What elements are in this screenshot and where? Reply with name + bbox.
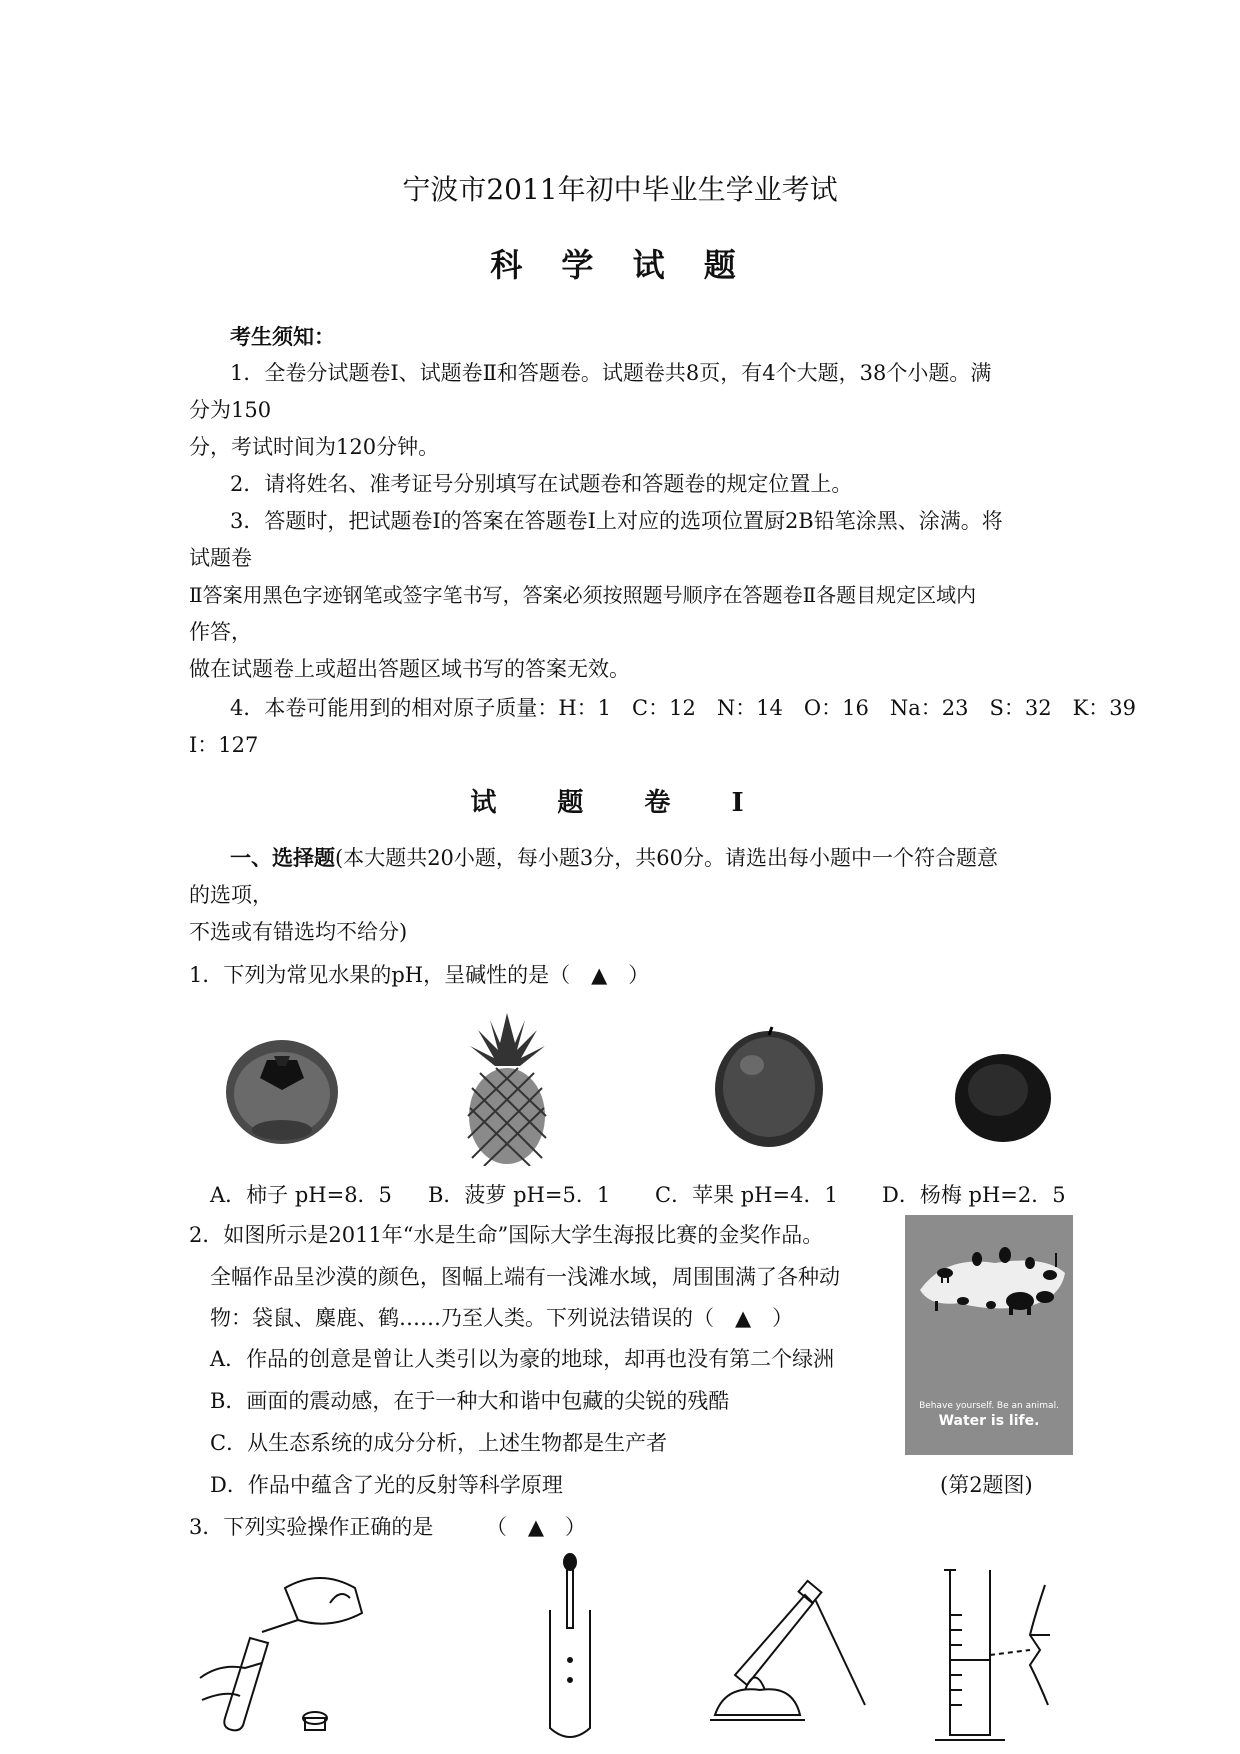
notice-line: 试题卷 [189, 546, 252, 570]
dropper-in-tube-figure [540, 1550, 600, 1745]
notice-line: 作答， [189, 620, 252, 644]
notice-line: I：127 [189, 733, 259, 757]
section-heading-bold: 一、选择题 [230, 845, 335, 870]
reading-cylinder-figure [930, 1555, 1080, 1750]
section-heading-cont: 的选项， [189, 883, 273, 907]
notice-line: 分，考试时间为120分钟。 [189, 435, 440, 459]
q1-option-d: D．杨梅 pH=2．5 [882, 1183, 1066, 1207]
q2-line: 物：袋鼠、麋鹿、鹤……乃至人类。下列说法错误的（ ▲ ） [210, 1306, 794, 1330]
q2-option-a: A．作品的创意是曾让人类引以为豪的地球，却再也没有第二个绿洲 [210, 1347, 835, 1371]
notice-line: 4．本卷可能用到的相对原子质量：H：1 C：12 N：14 O：16 Na：23 S：32 K：39 [230, 696, 1136, 720]
q3-stem: 3．下列实验操作正确的是 （ ▲ ） [189, 1515, 587, 1539]
q1-option-c: C．苹果 pH=4．1 [655, 1183, 838, 1207]
apple-image [712, 1025, 827, 1150]
water-poster-image [905, 1215, 1073, 1455]
q2-option-d: D．作品中蕴含了光的反射等科学原理 [210, 1473, 563, 1497]
q2-figure-caption: (第2题图) [940, 1473, 1033, 1497]
notice-line: 3．答题时，把试题卷Ⅰ的答案在答题卷Ⅰ上对应的选项位置厨2B铅笔涂黑、涂满。将 [230, 509, 1003, 533]
q2-option-c: C．从生态系统的成分分析，上述生物都是生产者 [210, 1431, 668, 1455]
q2-stem: 2．如图所示是2011年“水是生命”国际大学生海报比赛的金奖作品。 [189, 1223, 824, 1247]
poster-small-text: Behave yourself. Be an animal. [919, 1401, 1059, 1411]
pineapple-image [460, 1008, 555, 1166]
subject-title: 科 学 试 题 [490, 246, 750, 284]
notice-line: 做在试题卷上或超出答题区域书写的答案无效。 [189, 657, 630, 681]
poster-text: Water is life. [938, 1413, 1040, 1429]
section-title: 试 题 卷 Ⅰ [470, 788, 770, 818]
exam-title: 宁波市2011年初中毕业生学业考试 [402, 173, 838, 206]
persimmon-image [222, 1030, 342, 1150]
section-heading-cont: 不选或有错选均不给分) [189, 920, 408, 944]
q1-option-b: B．菠萝 pH=5．1 [428, 1183, 611, 1207]
notice-line: 1．全卷分试题卷Ⅰ、试题卷Ⅱ和答题卷。试题卷共8页，有4个大题，38个小题。满 [230, 361, 992, 385]
heating-tube-figure [705, 1555, 885, 1745]
notice-line: Ⅱ答案用黑色字迹钢笔或签字笔书写，答案必须按照题号顺序在答题卷Ⅱ各题目规定区域内 [189, 583, 977, 607]
notice-line: 分为150 [189, 398, 272, 422]
q1-stem: 1．下列为常见水果的pH，呈碱性的是（ ▲ ） [189, 963, 650, 987]
section-heading [230, 843, 998, 873]
notice-line: 2．请将姓名、准考证号分别填写在试题卷和答题卷的规定位置上。 [230, 472, 853, 496]
notice-heading: 考生须知： [230, 324, 335, 349]
q1-option-a: A．柿子 pH=8．5 [210, 1183, 392, 1207]
q2-option-b: B．画面的震动感，在于一种大和谐中包藏的尖锐的残酷 [210, 1389, 730, 1413]
bayberry-image [953, 1050, 1053, 1145]
section-heading-rest: (本大题共20小题，每小题3分，共60分。请选出每小题中一个符合题意 [335, 846, 998, 870]
q2-line: 全幅作品呈沙漠的颜色，图幅上端有一浅滩水域，周围围满了各种动 [210, 1265, 840, 1289]
pouring-liquid-figure [190, 1568, 390, 1738]
